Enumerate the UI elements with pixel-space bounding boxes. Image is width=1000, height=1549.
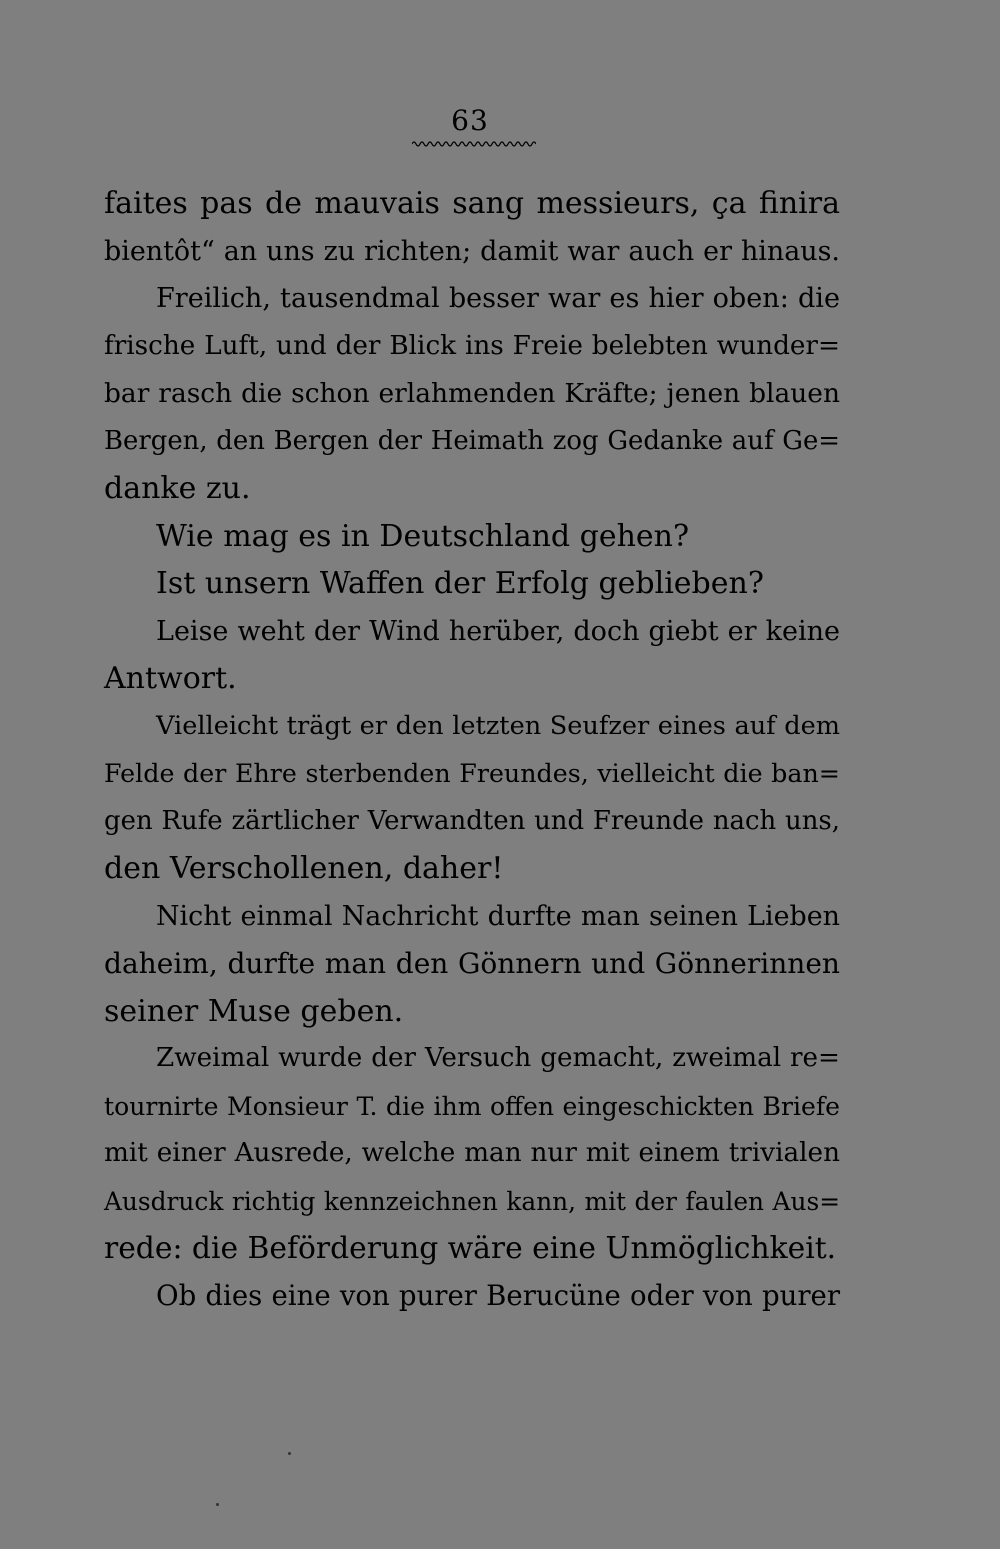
text-line: seiner Muse geben.	[104, 993, 404, 1029]
text-line: Felde der Ehre sterbenden Freundes, vielleicht die ban=	[104, 758, 840, 788]
text-line: den Verschollenen, daher!	[104, 851, 504, 886]
text-line: frische Luft, und der Blick ins Freie belebten wunder=	[104, 330, 840, 361]
text-line: Ausdruck richtig kennzeichnen kann, mit der faulen Aus=	[104, 1186, 840, 1216]
text-line: Ob dies eine von purer Berucüne oder von purer	[156, 1279, 840, 1312]
text-line: bar rasch die schon erlahmenden Kräfte; jenen blauen	[104, 378, 840, 409]
text-line: Bergen, den Bergen der Heimath zog Gedanke auf Ge=	[104, 425, 840, 456]
paper-speck	[288, 1452, 291, 1455]
text-line: Leise weht der Wind herüber, doch giebt er keine	[156, 615, 840, 647]
text-line: danke zu.	[104, 471, 251, 506]
text-line: daheim, durfte man den Gönnern und Gönnerinnen	[104, 947, 840, 980]
text-line: rede: die Beförderung wäre eine Unmöglichkeit.	[104, 1231, 837, 1266]
text-line: Vielleicht trägt er den letzten Seufzer eines auf dem	[156, 710, 840, 741]
text-line: mit einer Ausrede, welche man nur mit einem trivialen	[104, 1138, 840, 1168]
text-line: Wie mag es in Deutschland gehen?	[156, 518, 690, 554]
page-number: 63	[451, 104, 489, 137]
body-text	[104, 180, 840, 1320]
text-line: faites pas de mauvais sang messieurs, ça finira	[104, 186, 840, 221]
paper-speck	[216, 1503, 219, 1506]
wavy-rule-ornament	[412, 140, 536, 148]
text-line: gen Rufe zärtlicher Verwandten und Freunde nach uns,	[104, 805, 840, 836]
text-line: Ist unsern Waffen der Erfolg geblieben?	[156, 566, 764, 601]
text-line: Freilich, tausendmal besser war es hier oben: die	[156, 283, 840, 314]
text-line: Nicht einmal Nachricht durfte man seinen Lieben	[156, 900, 840, 932]
text-line: tournirte Monsieur T. die ihm offen eingeschickten Briefe	[104, 1091, 840, 1121]
text-line: bientôt“ an uns zu richten; damit war auch er hinaus.	[104, 235, 840, 267]
text-line: Zweimal wurde der Versuch gemacht, zweimal re=	[156, 1043, 840, 1073]
text-line: Antwort.	[104, 661, 237, 696]
